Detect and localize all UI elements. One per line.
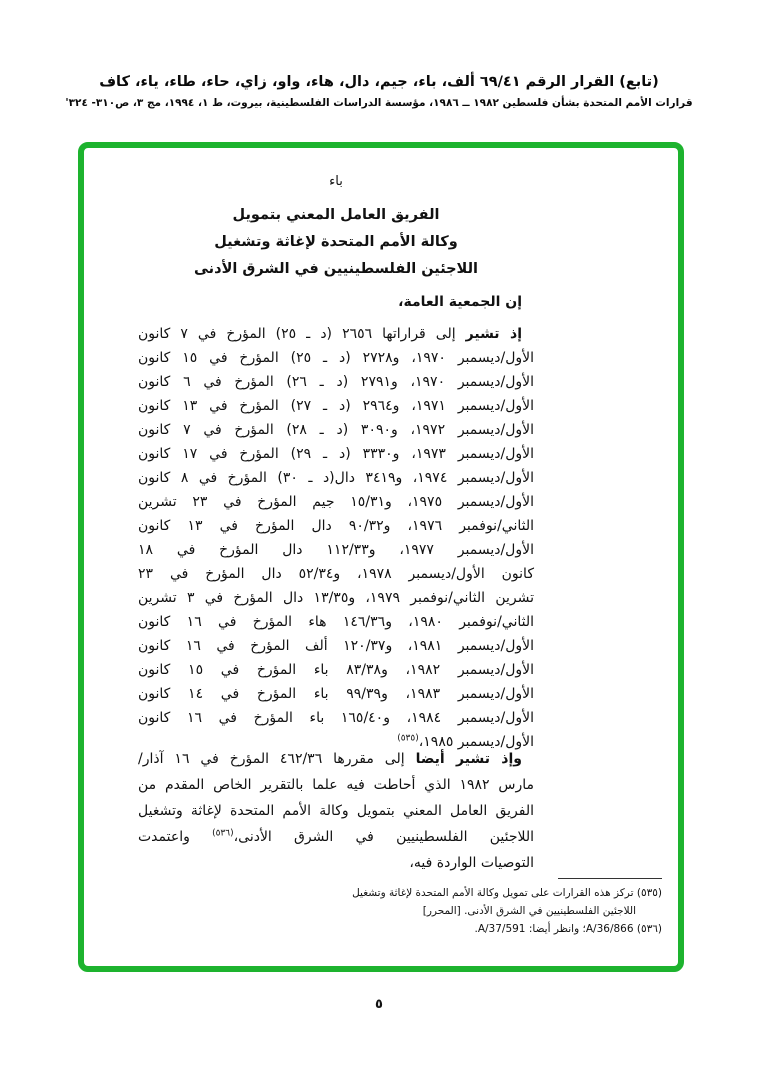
paragraph-line: الأول/ديسمبر ١٩٧٧، و١١٢/٣٣ دال المؤرخ في ١٨ (138, 542, 534, 558)
decision-paragraph (138, 746, 534, 876)
document-frame (78, 142, 684, 972)
footnote-line: (٥٣٥) تركز هذه القرارات على تمويل وكالة الأمم المتحدة لإغاثة وتشغيل (352, 887, 662, 899)
title-line-3: اللاجئين الفلسطينيين في الشرق الأدنى (194, 261, 478, 277)
document-header (0, 74, 758, 109)
paragraph-line: الأول/ديسمبر ١٩٧٠، و٢٧٩١ (د ـ ٢٦) المؤرخ في ٦ كانون (138, 374, 535, 390)
paragraph-last-line: التوصيات الواردة فيه، (409, 855, 534, 871)
footnote-line: اللاجئين الفلسطينيين في الشرق الأدنى. [المحرر] (422, 905, 636, 917)
header-source-line: قرارات الأمم المتحدة بشأن فلسطين ١٩٨٢ ــ ١٩٨٦، مؤسسة الدراسات الفلسطينية، بيروت، ط ١، ١٩٩٤، مج ٣، ص٣١٠- ٣٢٤' (65, 97, 693, 109)
paragraph-line: تشرين الثاني/نوفمبر ١٩٧٩، و١٣/٣٥ دال المؤرخ في ٣ تشرين (138, 590, 534, 606)
frame-inner (84, 148, 678, 966)
paragraph-line: الفريق العامل المعني بتمويل وكالة الأمم المتحدة لإغاثة وتشغيل (138, 803, 534, 819)
paragraph-line: الأول/ديسمبر ١٩٧٥، و١٥/٣١ جيم المؤرخ في ٢٣ تشرين (138, 494, 535, 510)
title-line-1: الفريق العامل المعني بتمويل (232, 207, 440, 223)
ref-line-part2: واعتمدت (138, 829, 213, 845)
lead-words: إذ تشير (465, 326, 523, 342)
paragraph-line: الأول/ديسمبر ١٩٨٤، و١٦٥/٤٠ باء المؤرخ في ١٦ كانون (138, 710, 535, 726)
footnote-separator (558, 878, 662, 879)
paragraph-line: الأول/ديسمبر ١٩٨٣، و٩٩/٣٩ باء المؤرخ في ١٤ كانون (138, 686, 535, 702)
paragraph-line: الأول/ديسمبر ١٩٧٣، و٣٣٣٠ (د ـ ٢٩) المؤرخ في ١٧ كانون (138, 446, 534, 462)
lead-rest: إلى مقررها ٤٦٢/٣٦ المؤرخ في ١٦ آذار/ (138, 751, 416, 767)
ref-line-part1: اللاجئين الفلسطينيين في الشرق الأدنى، (233, 829, 534, 845)
paragraph-line: الأول/ديسمبر ١٩٧٤، و٣٤١٩ دال(د ـ ٣٠) المؤرخ في ٨ كانون (138, 470, 535, 486)
title-line-2: وكالة الأمم المتحدة لإغاثة وتشغيل (214, 234, 458, 250)
header-resolution-line: (تابع) القرار الرقم ٦٩/٤١ ألف، باء، جيم، دال، هاء، واو، زاي، حاء، طاء، ياء، كاف (99, 74, 659, 90)
paragraph-line: الثاني/نوفمبر ١٩٧٦، و٩٠/٣٢ دال المؤرخ في ١٣ كانون (138, 518, 535, 534)
paragraph-line: الأول/ديسمبر ١٩٨١، و١٢٠/٣٧ ألف المؤرخ في ١٦ كانون (138, 638, 535, 654)
section-letter: باء (329, 174, 343, 189)
paragraph-line: الأول/ديسمبر ١٩٧١، و٢٩٦٤ (د ـ ٢٧) المؤرخ في ١٣ كانون (138, 398, 534, 414)
paragraph-line: الأول/ديسمبر ١٩٧٢، و٣٠٩٠ (د ـ ٢٨) المؤرخ في ٧ كانون (138, 422, 535, 438)
paragraph-line: الأول/ديسمبر ١٩٧٠، و٢٧٢٨ (د ـ ٢٥) المؤرخ في ١٥ كانون (138, 350, 534, 366)
paragraph-line (138, 824, 534, 850)
document-title (138, 202, 534, 283)
lead-rest: إلى قراراتها ٢٦٥٦ (د ـ ٢٥) المؤرخ في ٧ كانون (138, 326, 466, 342)
paragraph-line (138, 322, 534, 346)
resolutions-paragraph (138, 322, 534, 754)
paragraph-line: كانون الأول/ديسمبر ١٩٧٨، و٥٢/٣٤ دال المؤرخ في ٢٣ (138, 566, 534, 582)
footnote-line: (٥٣٦) A/36/866؛ وانظر أيضا: A/37/591. (474, 923, 662, 935)
opening-line: إن الجمعية العامة، (398, 294, 522, 310)
last-line-text: الأول/ديسمبر ١٩٨٥، (418, 734, 534, 750)
footnote-ref-536: (٥٣٦) (212, 828, 234, 839)
paragraph-line: الثاني/نوفمبر ١٩٨٠، و١٤٦/٣٦ هاء المؤرخ في ١٦ كانون (138, 614, 535, 630)
page-number: ٥ (375, 997, 383, 1012)
footnote-ref-535: (٥٣٥) (397, 733, 419, 744)
paragraph-line: الأول/ديسمبر ١٩٨٢، و٨٣/٣٨ باء المؤرخ في ١٥ كانون (138, 662, 535, 678)
lead-words: وإذ تشير أيضا (415, 751, 522, 767)
paragraph-line (138, 746, 534, 772)
paragraph-line: مارس ١٩٨٢ الذي أحاطت فيه علما بالتقرير الخاص المقدم من (138, 777, 534, 793)
footnotes (302, 884, 662, 938)
